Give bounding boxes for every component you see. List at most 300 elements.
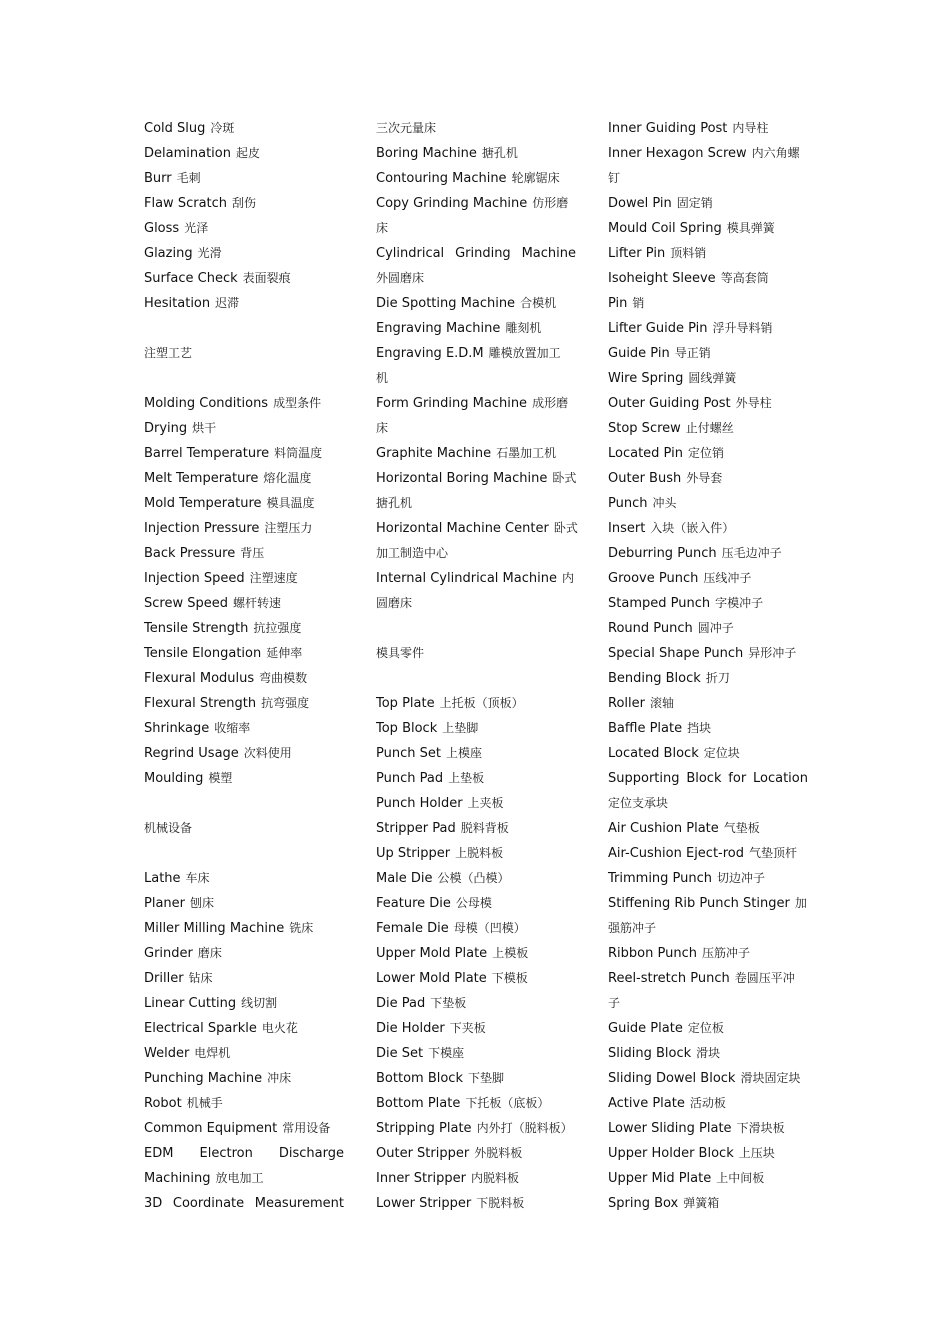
term-entry bbox=[376, 916, 576, 941]
english-term: Air-Cushion Eject-rod bbox=[608, 846, 744, 861]
term-entry bbox=[376, 841, 576, 866]
english-term: Common Equipment bbox=[144, 1121, 278, 1136]
term-entry bbox=[144, 916, 344, 941]
chinese-translation: 光滑 bbox=[197, 246, 222, 260]
term-entry bbox=[608, 691, 808, 716]
term-word: Measurement bbox=[254, 1196, 344, 1211]
english-term: Inner Guiding Post bbox=[608, 121, 728, 136]
english-term: Back Pressure bbox=[144, 546, 236, 561]
english-term: Engraving Machine bbox=[376, 321, 501, 336]
english-term: Melt Temperature bbox=[144, 471, 259, 486]
chinese-translation: 顶料销 bbox=[670, 246, 707, 260]
section-text bbox=[144, 816, 344, 841]
blank-line bbox=[144, 366, 344, 391]
english-term: Electrical Sparkle bbox=[144, 1021, 257, 1036]
chinese-translation: 迟滞 bbox=[215, 296, 240, 310]
term-entry bbox=[376, 466, 576, 491]
chinese-text: 注塑工艺 bbox=[144, 346, 193, 360]
english-term: Engraving E.D.M bbox=[376, 346, 484, 361]
english-term: Die Holder bbox=[376, 1021, 445, 1036]
column-1 bbox=[144, 116, 344, 1216]
term-word: for bbox=[728, 771, 747, 786]
term-entry bbox=[608, 441, 808, 466]
term-entry bbox=[376, 1191, 576, 1216]
chinese-translation: 放电加工 bbox=[215, 1171, 264, 1185]
chinese-translation: 合模机 bbox=[520, 296, 557, 310]
section-text bbox=[376, 116, 576, 141]
english-term: Screw Speed bbox=[144, 596, 228, 611]
chinese-translation: 刮伤 bbox=[232, 196, 257, 210]
chinese-translation: 上托板（顶板） bbox=[439, 696, 524, 710]
chinese-text: 三次元量床 bbox=[376, 121, 437, 135]
term-entry bbox=[608, 1041, 808, 1066]
chinese-translation: 刨床 bbox=[190, 896, 215, 910]
term-word: Coordinate bbox=[172, 1196, 245, 1211]
english-term: Baffle Plate bbox=[608, 721, 683, 736]
chinese-translation: 铣床 bbox=[289, 921, 314, 935]
chinese-text: 钉 bbox=[608, 171, 621, 185]
chinese-translation: 卧式 bbox=[552, 471, 577, 485]
term-entry bbox=[608, 466, 808, 491]
english-term: Lathe bbox=[144, 871, 181, 886]
term-entry bbox=[144, 491, 344, 516]
term-entry bbox=[376, 741, 576, 766]
term-line-justified bbox=[144, 1141, 344, 1166]
term-entry bbox=[144, 1091, 344, 1116]
chinese-translation: 加 bbox=[794, 896, 807, 910]
term-entry bbox=[376, 1141, 576, 1166]
term-entry bbox=[376, 816, 576, 841]
chinese-translation: 压毛边冲子 bbox=[721, 546, 782, 560]
term-entry bbox=[608, 566, 808, 591]
english-term: Form Grinding Machine bbox=[376, 396, 528, 411]
english-term: Up Stripper bbox=[376, 846, 451, 861]
chinese-translation: 圆冲子 bbox=[697, 621, 734, 635]
term-entry bbox=[376, 791, 576, 816]
blank-line bbox=[376, 616, 576, 641]
chinese-translation: 压线冲子 bbox=[703, 571, 752, 585]
term-entry bbox=[376, 1041, 576, 1066]
english-term: Upper Mid Plate bbox=[608, 1171, 712, 1186]
english-term: Surface Check bbox=[144, 271, 238, 286]
chinese-translation: 烘干 bbox=[192, 421, 217, 435]
term-entry bbox=[376, 441, 576, 466]
term-entry bbox=[144, 266, 344, 291]
english-term: Punch Holder bbox=[376, 796, 463, 811]
english-term: Molding Conditions bbox=[144, 396, 269, 411]
chinese-translation: 入块（嵌入件） bbox=[650, 521, 735, 535]
english-term: Tensile Strength bbox=[144, 621, 249, 636]
chinese-translation: 折刀 bbox=[705, 671, 730, 685]
term-entry bbox=[608, 141, 808, 166]
chinese-translation: 成形磨 bbox=[532, 396, 569, 410]
term-entry bbox=[376, 341, 576, 366]
chinese-translation: 轮廓锯床 bbox=[511, 171, 560, 185]
chinese-translation: 上垫脚 bbox=[442, 721, 479, 735]
english-term: Lower Mold Plate bbox=[376, 971, 487, 986]
english-term: Air Cushion Plate bbox=[608, 821, 719, 836]
term-entry bbox=[376, 1091, 576, 1116]
english-term: Lower Stripper bbox=[376, 1196, 472, 1211]
chinese-translation: 下垫脚 bbox=[467, 1071, 504, 1085]
english-term: Special Shape Punch bbox=[608, 646, 744, 661]
term-word: Electron bbox=[199, 1146, 253, 1161]
chinese-text: 外圆磨床 bbox=[376, 271, 425, 285]
term-entry bbox=[144, 166, 344, 191]
english-term: Tensile Elongation bbox=[144, 646, 262, 661]
english-term: Glazing bbox=[144, 246, 193, 261]
english-term: Female Die bbox=[376, 921, 449, 936]
chinese-translation: 磨床 bbox=[197, 946, 222, 960]
term-entry bbox=[376, 966, 576, 991]
chinese-translation: 外脱料板 bbox=[474, 1146, 523, 1160]
chinese-translation: 定位销 bbox=[687, 446, 724, 460]
english-term: Grinder bbox=[144, 946, 193, 961]
chinese-translation: 公母模 bbox=[455, 896, 492, 910]
term-entry bbox=[144, 141, 344, 166]
chinese-translation: 滑块固定块 bbox=[740, 1071, 801, 1085]
term-entry bbox=[608, 191, 808, 216]
chinese-text: 机 bbox=[376, 371, 389, 385]
english-term: Regrind Usage bbox=[144, 746, 239, 761]
blank-line bbox=[144, 841, 344, 866]
term-entry bbox=[144, 666, 344, 691]
chinese-translation: 延伸率 bbox=[266, 646, 303, 660]
english-term: Lifter Pin bbox=[608, 246, 666, 261]
term-entry bbox=[144, 1041, 344, 1066]
english-term: Pin bbox=[608, 296, 628, 311]
term-entry bbox=[144, 616, 344, 641]
english-term: Roller bbox=[608, 696, 645, 711]
term-entry bbox=[376, 1016, 576, 1041]
term-entry bbox=[144, 966, 344, 991]
chinese-translation: 仿形磨 bbox=[532, 196, 569, 210]
term-entry bbox=[608, 1091, 808, 1116]
english-term: Horizontal Boring Machine bbox=[376, 471, 548, 486]
section-text bbox=[376, 491, 576, 516]
english-term: Bottom Plate bbox=[376, 1096, 461, 1111]
english-term: Hesitation bbox=[144, 296, 211, 311]
term-entry bbox=[144, 566, 344, 591]
term-entry bbox=[144, 766, 344, 791]
english-term: Located Pin bbox=[608, 446, 683, 461]
english-term: Active Plate bbox=[608, 1096, 685, 1111]
chinese-translation: 注塑压力 bbox=[264, 521, 313, 535]
section-text bbox=[376, 591, 576, 616]
chinese-translation: 雕刻机 bbox=[505, 321, 542, 335]
section-text bbox=[144, 341, 344, 366]
english-term: Bottom Block bbox=[376, 1071, 463, 1086]
chinese-translation: 外导套 bbox=[686, 471, 723, 485]
chinese-translation: 滚轴 bbox=[649, 696, 674, 710]
term-entry bbox=[144, 241, 344, 266]
blank-line bbox=[376, 666, 576, 691]
chinese-translation: 起皮 bbox=[235, 146, 260, 160]
chinese-translation: 次料使用 bbox=[243, 746, 292, 760]
section-text bbox=[376, 541, 576, 566]
chinese-translation: 上垫板 bbox=[448, 771, 485, 785]
chinese-translation: 上夹板 bbox=[467, 796, 504, 810]
english-term: Punch bbox=[608, 496, 648, 511]
chinese-translation: 熔化温度 bbox=[263, 471, 312, 485]
english-term: Horizontal Machine Center bbox=[376, 521, 549, 536]
english-term: Upper Mold Plate bbox=[376, 946, 488, 961]
term-word: Supporting bbox=[608, 771, 680, 786]
english-term: Linear Cutting bbox=[144, 996, 237, 1011]
english-term: Flexural Strength bbox=[144, 696, 257, 711]
english-term: Inner Stripper bbox=[376, 1171, 466, 1186]
english-term: Die Set bbox=[376, 1046, 424, 1061]
term-entry bbox=[608, 641, 808, 666]
chinese-translation: 上模板 bbox=[492, 946, 529, 960]
term-line-justified bbox=[376, 241, 576, 266]
term-line-justified bbox=[144, 1191, 344, 1216]
chinese-translation: 导正销 bbox=[674, 346, 711, 360]
english-term: Shrinkage bbox=[144, 721, 210, 736]
term-entry bbox=[144, 891, 344, 916]
chinese-translation: 脱料背板 bbox=[460, 821, 509, 835]
english-term: Injection Pressure bbox=[144, 521, 260, 536]
term-entry bbox=[608, 241, 808, 266]
section-text bbox=[608, 791, 808, 816]
term-entry bbox=[144, 216, 344, 241]
english-term: Lower Sliding Plate bbox=[608, 1121, 732, 1136]
chinese-translation: 下滑块板 bbox=[736, 1121, 785, 1135]
chinese-translation: 石墨加工机 bbox=[496, 446, 557, 460]
english-term: Moulding bbox=[144, 771, 204, 786]
term-entry bbox=[376, 891, 576, 916]
english-term: Mold Temperature bbox=[144, 496, 262, 511]
chinese-translation: 内外打（脱料板） bbox=[476, 1121, 573, 1135]
term-entry bbox=[144, 941, 344, 966]
term-word: Grinding bbox=[455, 246, 511, 261]
term-entry bbox=[376, 866, 576, 891]
section-text bbox=[608, 991, 808, 1016]
section-text bbox=[376, 641, 576, 666]
english-term: Feature Die bbox=[376, 896, 451, 911]
term-entry bbox=[608, 266, 808, 291]
term-entry bbox=[144, 1016, 344, 1041]
english-term: Guide Plate bbox=[608, 1021, 683, 1036]
term-word: EDM bbox=[144, 1146, 174, 1161]
term-entry bbox=[608, 891, 808, 916]
chinese-translation: 挡块 bbox=[687, 721, 712, 735]
term-entry bbox=[376, 191, 576, 216]
term-entry bbox=[144, 391, 344, 416]
term-entry bbox=[608, 741, 808, 766]
chinese-translation: 下模板 bbox=[491, 971, 528, 985]
term-word: Block bbox=[686, 771, 722, 786]
blank-line bbox=[144, 316, 344, 341]
term-entry bbox=[376, 1116, 576, 1141]
english-term: Guide Pin bbox=[608, 346, 670, 361]
section-text bbox=[376, 266, 576, 291]
term-entry bbox=[376, 566, 576, 591]
term-entry bbox=[376, 1066, 576, 1091]
chinese-text: 子 bbox=[608, 996, 621, 1010]
english-term: Stripping Plate bbox=[376, 1121, 472, 1136]
chinese-translation: 定位板 bbox=[687, 1021, 724, 1035]
term-entry bbox=[608, 666, 808, 691]
term-entry bbox=[144, 866, 344, 891]
term-entry bbox=[376, 716, 576, 741]
chinese-text: 床 bbox=[376, 421, 389, 435]
section-text bbox=[376, 366, 576, 391]
term-entry bbox=[144, 691, 344, 716]
chinese-translation: 浮升导料销 bbox=[712, 321, 773, 335]
chinese-translation: 滑块 bbox=[696, 1046, 721, 1060]
chinese-translation: 内 bbox=[561, 571, 574, 585]
term-entry bbox=[608, 1191, 808, 1216]
term-entry bbox=[608, 591, 808, 616]
english-term: Outer Bush bbox=[608, 471, 682, 486]
term-word: Location bbox=[752, 771, 808, 786]
english-term: Machining bbox=[144, 1171, 211, 1186]
chinese-translation: 弹簧箱 bbox=[683, 1196, 720, 1210]
chinese-translation: 卷圆压平冲 bbox=[734, 971, 795, 985]
chinese-text: 搪孔机 bbox=[376, 496, 413, 510]
term-entry bbox=[144, 466, 344, 491]
english-term: Male Die bbox=[376, 871, 433, 886]
term-entry bbox=[608, 391, 808, 416]
term-entry bbox=[376, 166, 576, 191]
term-entry bbox=[144, 516, 344, 541]
term-entry bbox=[608, 216, 808, 241]
chinese-translation: 收缩率 bbox=[214, 721, 251, 735]
term-word: Machine bbox=[521, 246, 576, 261]
english-term: Cold Slug bbox=[144, 121, 206, 136]
term-entry bbox=[376, 516, 576, 541]
english-term: Boring Machine bbox=[376, 146, 477, 161]
english-term: Round Punch bbox=[608, 621, 693, 636]
chinese-translation: 搪孔机 bbox=[481, 146, 518, 160]
chinese-text: 圆磨床 bbox=[376, 596, 413, 610]
chinese-translation: 下垫板 bbox=[430, 996, 467, 1010]
term-entry bbox=[608, 1141, 808, 1166]
term-entry bbox=[608, 491, 808, 516]
english-term: Graphite Machine bbox=[376, 446, 492, 461]
chinese-translation: 电火花 bbox=[261, 1021, 298, 1035]
term-entry bbox=[376, 316, 576, 341]
english-term: Flexural Modulus bbox=[144, 671, 255, 686]
term-entry bbox=[608, 316, 808, 341]
term-entry bbox=[608, 966, 808, 991]
chinese-translation: 抗弯强度 bbox=[261, 696, 310, 710]
term-entry bbox=[144, 116, 344, 141]
term-entry bbox=[144, 541, 344, 566]
term-entry bbox=[144, 741, 344, 766]
english-term: Contouring Machine bbox=[376, 171, 507, 186]
english-term: Insert bbox=[608, 521, 646, 536]
chinese-text: 定位支承块 bbox=[608, 796, 669, 810]
chinese-text: 加工制造中心 bbox=[376, 546, 449, 560]
term-entry bbox=[376, 691, 576, 716]
term-entry bbox=[608, 941, 808, 966]
term-entry bbox=[144, 641, 344, 666]
term-entry bbox=[376, 141, 576, 166]
term-entry bbox=[144, 291, 344, 316]
column-3 bbox=[608, 116, 808, 1216]
english-term: Outer Stripper bbox=[376, 1146, 470, 1161]
term-entry bbox=[144, 716, 344, 741]
english-term: Trimming Punch bbox=[608, 871, 713, 886]
chinese-translation: 料筒温度 bbox=[274, 446, 323, 460]
english-term: Stripper Pad bbox=[376, 821, 456, 836]
english-term: Sliding Dowel Block bbox=[608, 1071, 736, 1086]
chinese-translation: 下夹板 bbox=[449, 1021, 486, 1035]
chinese-translation: 下脱料板 bbox=[476, 1196, 525, 1210]
english-term: Sliding Block bbox=[608, 1046, 692, 1061]
term-entry bbox=[608, 1116, 808, 1141]
english-term: Burr bbox=[144, 171, 172, 186]
english-term: Upper Holder Block bbox=[608, 1146, 734, 1161]
term-word: 3D bbox=[144, 1196, 163, 1211]
chinese-translation: 外导柱 bbox=[735, 396, 772, 410]
chinese-translation: 螺杆转速 bbox=[232, 596, 281, 610]
term-word: Discharge bbox=[278, 1146, 344, 1161]
english-term: Stiffening Rib Punch Stinger bbox=[608, 896, 790, 911]
term-entry bbox=[608, 291, 808, 316]
chinese-translation: 气垫板 bbox=[723, 821, 760, 835]
term-entry bbox=[376, 291, 576, 316]
english-term: Top Plate bbox=[376, 696, 435, 711]
term-entry bbox=[376, 941, 576, 966]
english-term: Miller Milling Machine bbox=[144, 921, 285, 936]
chinese-translation: 下模座 bbox=[428, 1046, 465, 1060]
term-entry bbox=[376, 1166, 576, 1191]
term-entry bbox=[376, 766, 576, 791]
english-term: Planer bbox=[144, 896, 185, 911]
chinese-translation: 机械手 bbox=[186, 1096, 223, 1110]
english-term: Inner Hexagon Screw bbox=[608, 146, 747, 161]
chinese-translation: 车床 bbox=[185, 871, 210, 885]
english-term: Injection Speed bbox=[144, 571, 245, 586]
english-term: Barrel Temperature bbox=[144, 446, 270, 461]
term-entry bbox=[608, 366, 808, 391]
english-term: Drying bbox=[144, 421, 188, 436]
term-line-justified bbox=[608, 766, 808, 791]
chinese-translation: 止付螺丝 bbox=[685, 421, 734, 435]
term-entry bbox=[144, 991, 344, 1016]
term-entry bbox=[376, 991, 576, 1016]
chinese-translation: 抗拉强度 bbox=[253, 621, 302, 635]
term-entry bbox=[144, 191, 344, 216]
term-entry bbox=[144, 1116, 344, 1141]
chinese-translation: 光泽 bbox=[184, 221, 209, 235]
chinese-translation: 公模（凸模） bbox=[437, 871, 510, 885]
chinese-translation: 上中间板 bbox=[716, 1171, 765, 1185]
chinese-translation: 母模（凹模） bbox=[453, 921, 526, 935]
term-entry bbox=[608, 1166, 808, 1191]
chinese-translation: 冲头 bbox=[652, 496, 677, 510]
term-entry bbox=[608, 541, 808, 566]
chinese-translation: 钻床 bbox=[188, 971, 213, 985]
english-term: Welder bbox=[144, 1046, 190, 1061]
chinese-translation: 常用设备 bbox=[282, 1121, 331, 1135]
chinese-translation: 定位块 bbox=[703, 746, 740, 760]
chinese-translation: 上模座 bbox=[445, 746, 482, 760]
term-entry bbox=[608, 716, 808, 741]
english-term: Ribbon Punch bbox=[608, 946, 697, 961]
english-term: Top Block bbox=[376, 721, 438, 736]
chinese-translation: 内导柱 bbox=[732, 121, 769, 135]
term-entry bbox=[144, 591, 344, 616]
english-term: Groove Punch bbox=[608, 571, 699, 586]
term-word: Cylindrical bbox=[376, 246, 445, 261]
english-term: Delamination bbox=[144, 146, 231, 161]
chinese-translation: 冲床 bbox=[267, 1071, 292, 1085]
term-entry bbox=[608, 341, 808, 366]
